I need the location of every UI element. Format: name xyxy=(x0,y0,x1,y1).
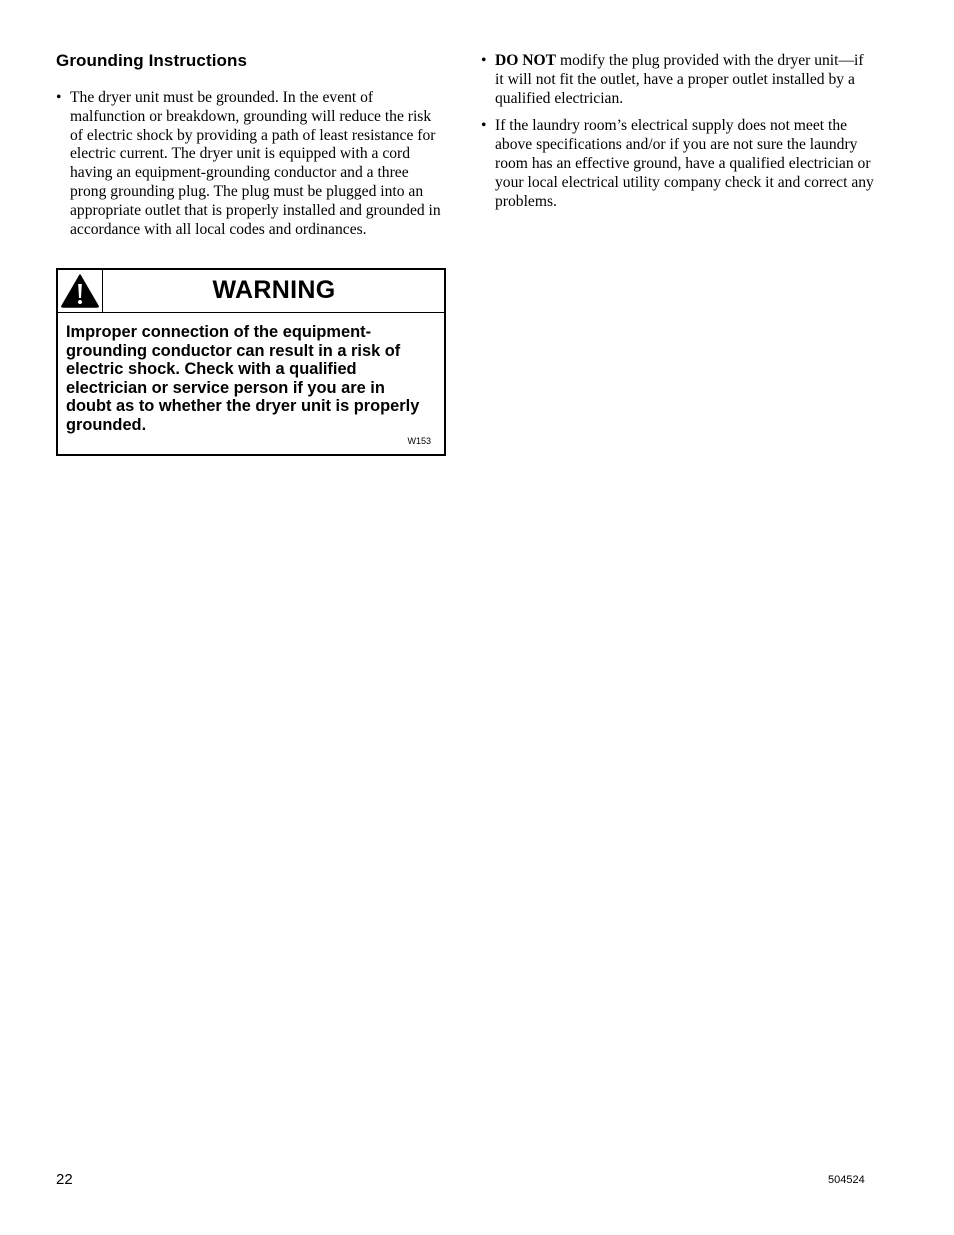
list-item-text: If the laundry room’s electrical supply does not meet the above specifications and/or if you are not sure the laundry room has an effective ground, have a qualified electrician or your local electrical utility company check it and correct any problems. xyxy=(495,117,874,210)
bullet-marker: • xyxy=(481,52,487,69)
warning-code: W153 xyxy=(407,436,431,446)
bullet-marker: • xyxy=(481,117,487,135)
emphasis-text: DO NOT xyxy=(495,52,557,69)
warning-box xyxy=(56,268,446,456)
warning-icon-cell xyxy=(58,270,103,312)
right-bullet-list xyxy=(481,52,876,211)
warning-title: WARNING xyxy=(212,276,336,304)
list-item-text: modify the plug provided with the dryer unit—if it will not fit the outlet, have a proper outlet installed by a qualified electrician. xyxy=(495,52,864,107)
bullet-marker: • xyxy=(56,89,62,106)
warning-header xyxy=(58,270,444,313)
warning-text: Improper connection of the equipment-grounding conductor can result in a risk of electric shock. Check with a qualified electrician or service person if you are in doubt as to whether the dryer unit is properly grounded. xyxy=(66,323,420,434)
left-column xyxy=(56,89,448,248)
section-heading: Grounding Instructions xyxy=(56,51,248,70)
left-bullet-list xyxy=(56,89,448,239)
list-item-text: The dryer unit must be grounded. In the event of malfunction or breakdown, grounding will reduce the risk of electric shock by providing a path of least resistance for electric current. The dryer unit is equipped with a cord having an equipment-grounding conductor and a three prong grounding plug. The plug must be plugged into an appropriate outlet that is properly installed and grounded in accordance with all local codes and ordinances. xyxy=(70,89,441,238)
right-column xyxy=(481,52,876,220)
list-item xyxy=(56,89,448,239)
list-item xyxy=(481,117,876,211)
list-item xyxy=(481,52,876,108)
page-number: 22 xyxy=(56,1171,73,1188)
document-number: 504524 xyxy=(828,1174,865,1186)
warning-triangle-icon xyxy=(61,274,99,308)
